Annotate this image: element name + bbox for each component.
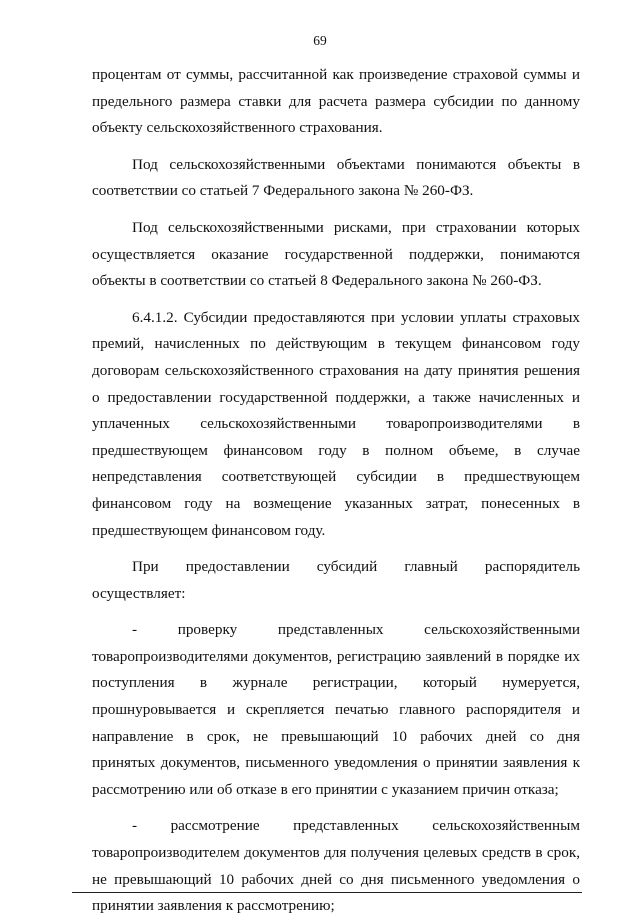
text-line: процентам от суммы, рассчитанной как произведение страховой суммы и (92, 66, 580, 83)
text-line: - рассмотрение представленных сельскохозяйственным (132, 817, 580, 835)
text-line: принятых документов, письменного уведомления о принятии заявления к (92, 754, 580, 772)
text-line: прошнуровывается и скрепляется печатью главного распорядителя и (92, 701, 580, 719)
text-line: принятии заявления к рассмотрению; (92, 897, 335, 915)
text-line: предшествующем финансовом году. (92, 521, 326, 539)
text-line: договорам сельскохозяйственного страхования на дату принятия решения (92, 361, 580, 379)
text-line: Под сельскохозяйственными объектами понимаются объекты в (132, 155, 580, 173)
list-item-document-check (92, 617, 580, 803)
text-line: осуществляется оказание государственной поддержки, понимаются (92, 245, 580, 263)
text-line: уплаченных сельскохозяйственными товаропроизводителями в (92, 415, 580, 433)
paragraph-main-administrator (92, 554, 580, 607)
text-line: 6.4.1.2. Субсидии предоставляются при условии уплаты страховых (132, 308, 580, 326)
text-line: товаропроизводителем документов для получения целевых средств в срок, (92, 844, 580, 862)
text-line: предшествующем финансовом году в полном объеме, в случае (92, 441, 580, 459)
text-line: непредставления соответствующей субсидии в предшествующем (92, 468, 580, 486)
text-line: не превышающий 10 рабочих дней со дня письменного уведомления о (92, 870, 580, 888)
text-line: товаропроизводителями документов, регистрацию заявлений в порядке их (92, 647, 580, 665)
text-line: направление в срок, не превышающий 10 рабочих дней со дня (92, 727, 580, 745)
text-line: Под сельскохозяйственными рисками, при страховании которых (132, 218, 580, 236)
paragraph-6-4-1-2 (92, 305, 580, 544)
text-line: предельного размера ставки для расчета размера субсидии по данному (92, 92, 580, 110)
document-body (92, 62, 580, 920)
text-line: объекты в соответствии со статьей 8 Федерального закона № 260-ФЗ. (92, 272, 542, 290)
paragraph-agricultural-objects (92, 152, 580, 205)
text-line: премий, начисленных по действующим в текущем финансовом году (92, 335, 580, 353)
text-line: При предоставлении субсидий главный распорядитель (132, 558, 580, 576)
text-line: соответствии со статьей 7 Федерального закона № 260-ФЗ. (92, 182, 474, 200)
paragraph-agricultural-risks (92, 215, 580, 295)
paragraph-continuation (92, 62, 580, 142)
text-line: объекту сельскохозяйственного страхования. (92, 119, 383, 137)
text-line: о предоставлении государственной поддержки, а также начисленных и (92, 388, 580, 406)
text-line: финансовом году на возмещение указанных затрат, понесенных в (92, 494, 580, 512)
list-item-document-review (92, 813, 580, 919)
text-line: рассмотрению или об отказе в его принятии с указанием причин отказа; (92, 780, 559, 798)
text-line: поступления в журнале регистрации, который нумеруется, (92, 674, 580, 692)
bottom-edge-line (72, 892, 582, 893)
text-line: - проверку представленных сельскохозяйственными (132, 621, 580, 639)
text-line: осуществляет: (92, 584, 186, 602)
page-number: 69 (313, 33, 327, 48)
